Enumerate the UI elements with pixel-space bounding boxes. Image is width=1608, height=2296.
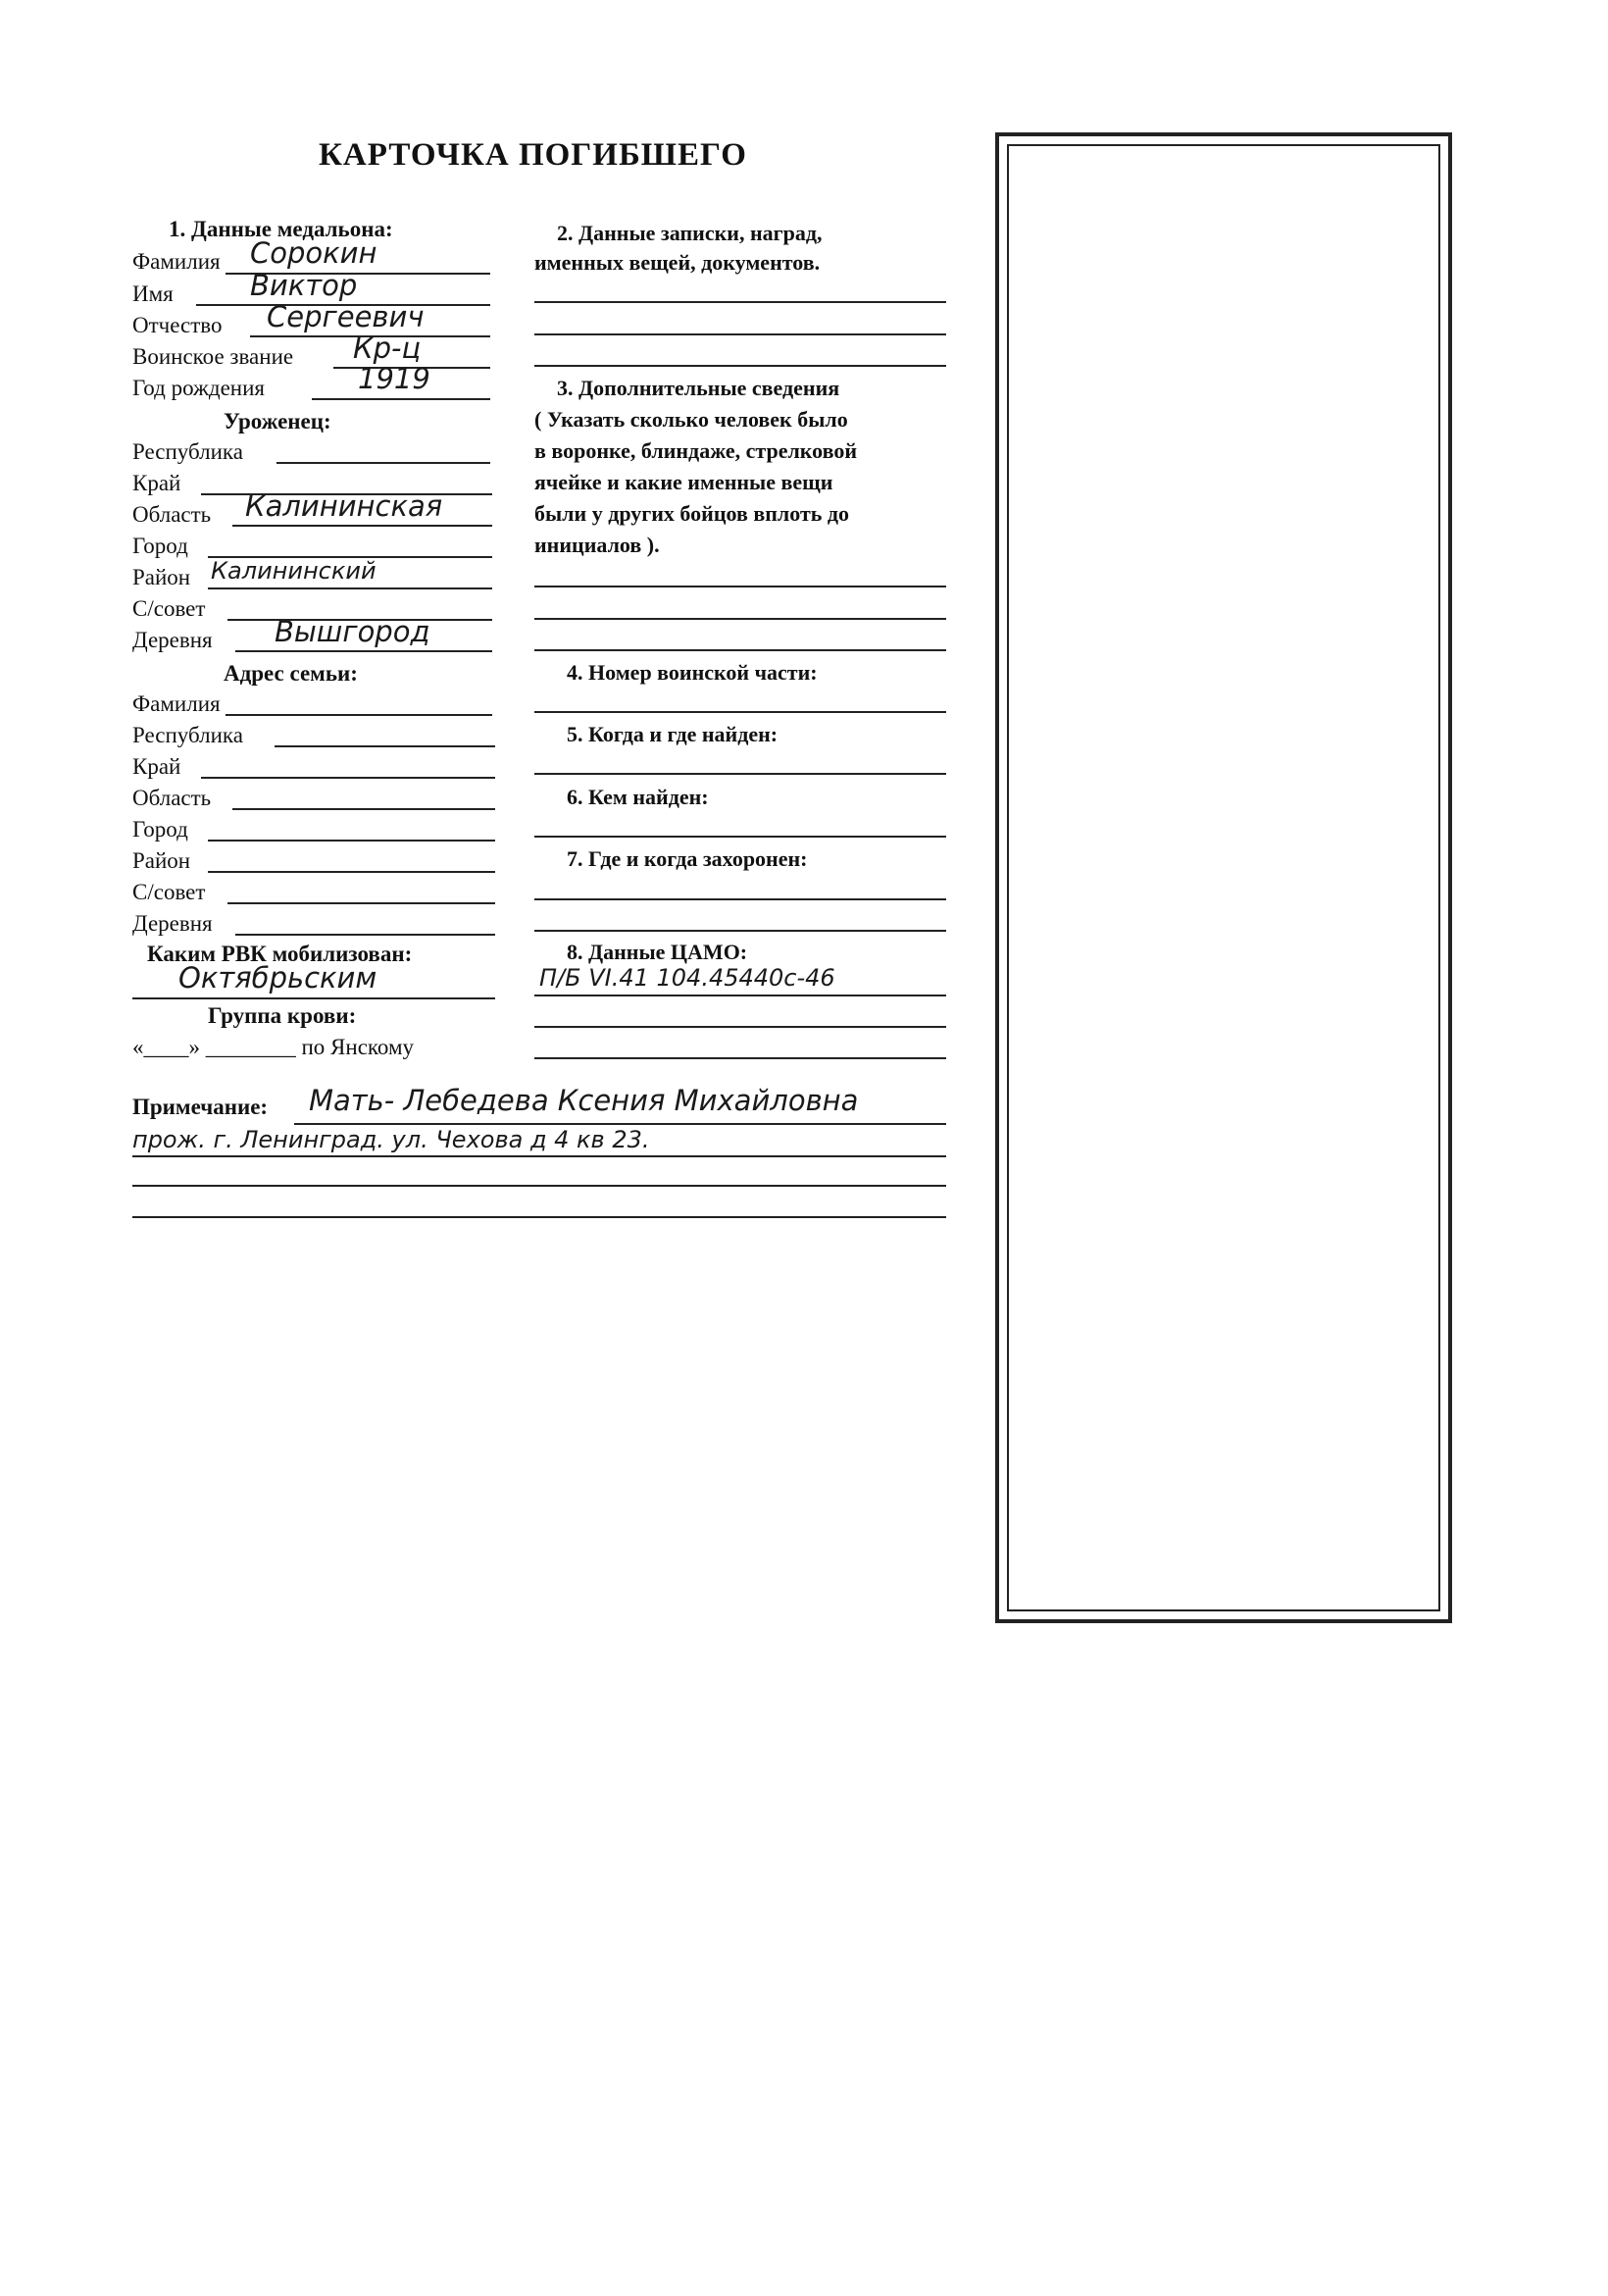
native-district-value: Калининский [211,557,377,585]
section-8-line-1 [534,995,946,996]
native-oblast-label: Область [132,502,212,527]
note-label: Примечание: [132,1095,269,1119]
native-district-line [208,587,492,589]
family-district-line [208,871,495,873]
section-7-line-2 [534,930,946,932]
rvk-header: Каким РВК мобилизован: [147,942,413,966]
photo-frame-inner [1007,144,1440,1611]
family-surname-line [226,714,492,716]
note-value-line-2: прож. г. Ленинград. ул. Чехова д 4 кв 23. [132,1126,650,1153]
section-2-line-1 [534,301,946,303]
family-village-label: Деревня [132,911,213,936]
section-6-line [534,836,946,838]
native-oblast-line [232,525,492,527]
section-3-title: 3. Дополнительные сведения [557,376,840,400]
rank-label: Воинское звание [132,344,294,369]
medallion-header: 1. Данные медальона: [169,217,393,241]
rvk-value: Октябрьским [178,961,377,995]
photo-frame [995,132,1452,1623]
rvk-line [132,997,495,999]
family-krai-line [201,777,495,779]
section-8-line-3 [534,1057,946,1059]
section-5-line [534,773,946,775]
native-village-value: Вышгород [275,615,430,648]
section-3-line-1 [534,586,946,587]
rank-value: Кр-ц [353,332,422,365]
note-line-3 [132,1185,946,1187]
surname-value: Сорокин [250,236,377,270]
section-3-text-5: инициалов ). [534,533,660,557]
native-krai-label: Край [132,471,181,495]
patronymic-value: Сергеевич [267,300,425,333]
family-selsovet-label: С/совет [132,880,206,904]
family-village-line [235,934,495,936]
native-village-line [235,650,492,652]
section-8-line-2 [534,1026,946,1028]
section-2-title: 2. Данные записки, наград, [557,221,823,245]
native-oblast-value: Калининская [245,489,443,523]
surname-label: Фамилия [132,249,221,274]
family-selsovet-line [227,902,495,904]
family-krai-label: Край [132,754,181,779]
family-republic-line [275,745,495,747]
birth-year-line [312,398,490,400]
native-republic-line [276,462,490,464]
birth-year-label: Год рождения [132,376,265,400]
family-city-line [208,840,495,842]
family-city-label: Город [132,817,188,842]
family-oblast-label: Область [132,786,212,810]
note-line-1 [294,1123,946,1125]
family-surname-label: Фамилия [132,691,221,716]
section-4-title: 4. Номер воинской части: [567,660,818,685]
family-district-label: Район [132,848,191,873]
note-value-line-1: Мать- Лебедева Ксения Михайловна [309,1084,859,1117]
family-republic-label: Республика [132,723,243,747]
blood-group-header: Группа крови: [208,1003,357,1028]
family-oblast-line [232,808,495,810]
section-3-line-3 [534,649,946,651]
native-village-label: Деревня [132,628,213,652]
section-4-line [534,711,946,713]
native-selsovet-label: С/совет [132,596,206,621]
section-8-value: П/Б VI.41 104.45440с-46 [539,964,835,992]
native-republic-label: Республика [132,439,243,464]
card-title: КАРТОЧКА ПОГИБШЕГО [319,137,747,173]
name-label: Имя [132,281,174,306]
note-line-4 [132,1216,946,1218]
section-3-text-1: ( Указать сколько человек было [534,407,848,432]
native-city-label: Город [132,534,188,558]
name-value: Виктор [250,269,358,302]
section-2-subtitle: именных вещей, документов. [534,250,821,275]
section-3-line-2 [534,618,946,620]
section-5-title: 5. Когда и где найден: [567,722,779,746]
blood-group-line: «____» ________ по Янскому [132,1035,415,1059]
section-2-line-2 [534,333,946,335]
section-2-line-3 [534,365,946,367]
family-header: Адрес семьи: [224,661,358,686]
section-3-text-4: были у других бойцов вплоть до [534,501,850,526]
native-district-label: Район [132,565,191,589]
section-3-text-2: в воронке, блиндаже, стрелковой [534,438,858,463]
section-7-title: 7. Где и когда захоронен: [567,846,808,871]
patronymic-label: Отчество [132,313,223,337]
section-7-line-1 [534,898,946,900]
section-6-title: 6. Кем найден: [567,785,709,809]
note-line-2 [132,1155,946,1157]
section-3-text-3: ячейке и какие именные вещи [534,470,833,494]
birth-year-value: 1919 [358,362,430,395]
native-header: Уроженец: [224,409,331,434]
section-8-title: 8. Данные ЦАМО: [567,940,748,964]
